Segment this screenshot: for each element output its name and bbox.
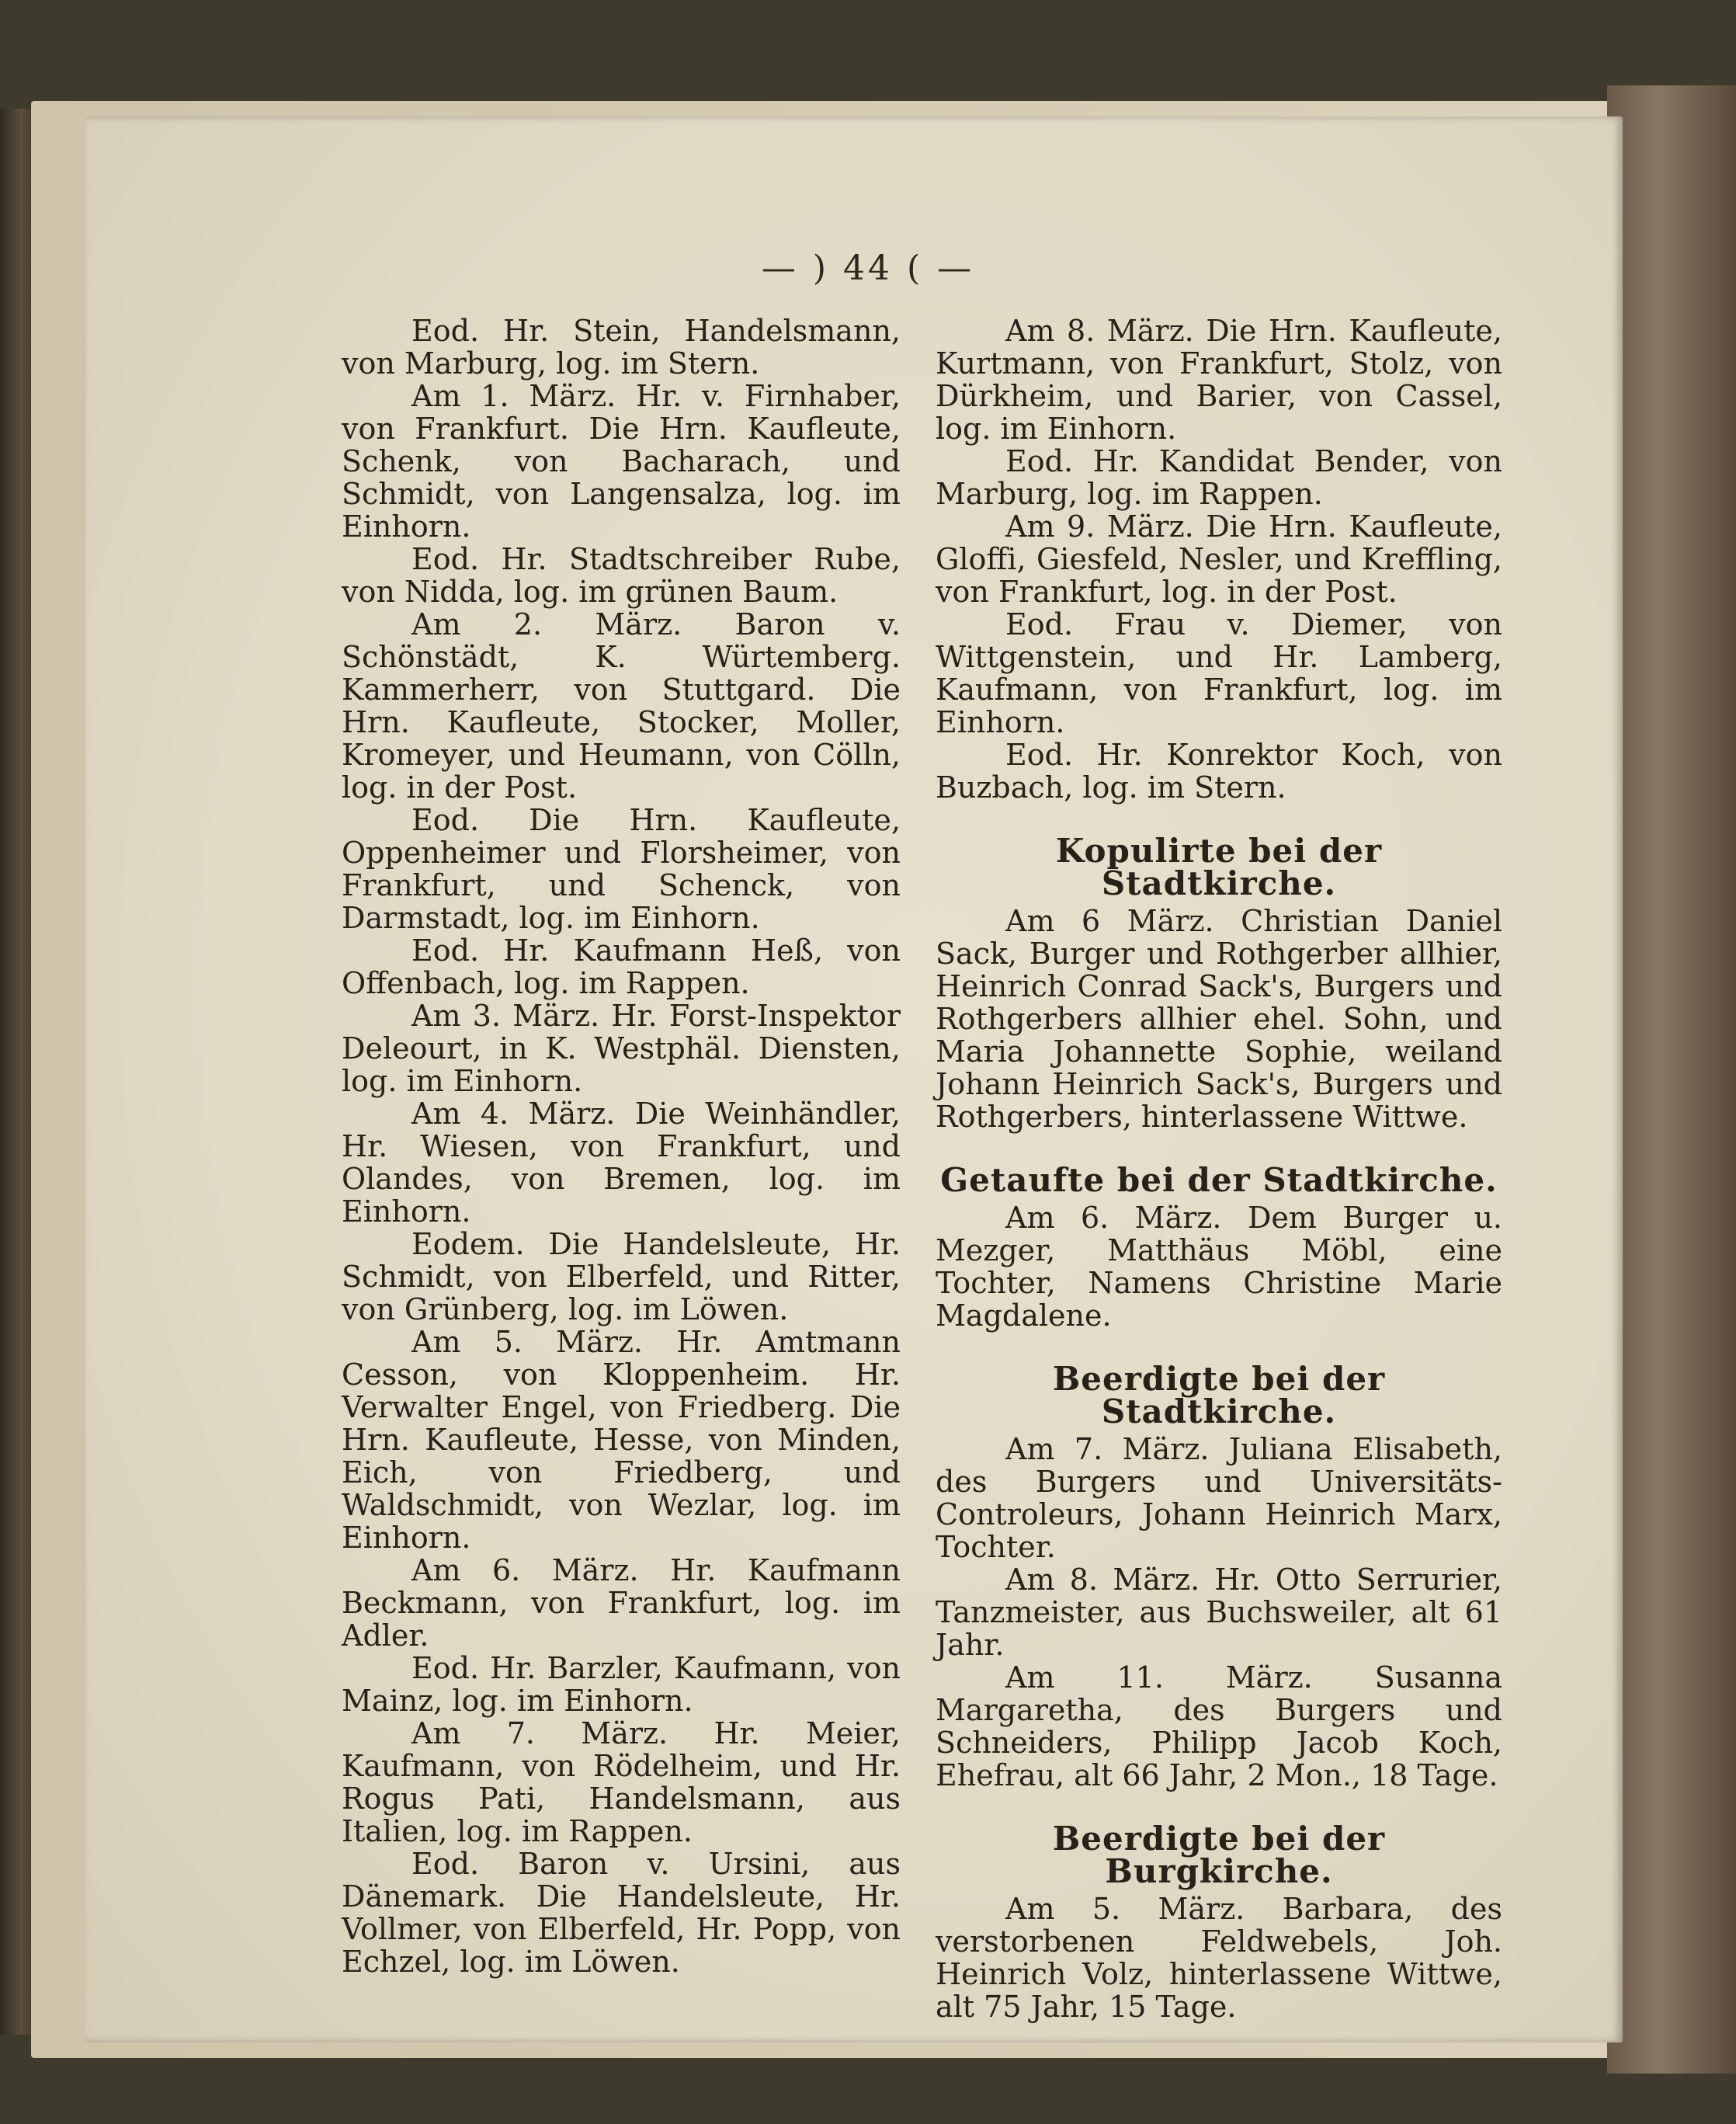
section-heading-buried-burgkirche: Beerdigte bei der Burgkirche. xyxy=(1052,1820,1386,1890)
section-heading-copulated: Kopulirte bei der Stadtkirche. xyxy=(1055,832,1383,902)
paragraph: Am 8. März. Die Hrn. Kaufleute, Kurtmann, von Frankfurt, Stolz, von Dürkheim, und Barier, von Cassel, log. im Einhorn. xyxy=(936,314,1502,446)
paragraph: Am 5. März. Barbara, des verstorbenen Feldwebels, Joh. Heinrich Volz, hinterlassene Wittwe, alt 75 Jahr, 15 Tage. xyxy=(936,1892,1502,2024)
left-column xyxy=(342,315,901,1978)
paragraph: Eod. Die Hrn. Kaufleute, Oppenheimer und Florsheimer, von Frankfurt, und Schenck, von Darmstadt, log. im Einhorn. xyxy=(342,803,901,935)
paragraph: Eod. Hr. Stein, Handelsmann, von Marburg, log. im Stern. xyxy=(342,314,901,381)
section-heading-baptized: Getaufte bei der Stadtkirche. xyxy=(940,1161,1498,1199)
paragraph: Eod. Hr. Konrektor Koch, von Buzbach, log. im Stern. xyxy=(936,738,1502,805)
book-cover-edge xyxy=(1607,85,1736,2074)
paragraph: Am 3. März. Hr. Forst-Inspektor Deleourt, in K. Westphäl. Diensten, log. im Einhorn. xyxy=(342,999,901,1098)
paragraph: Am 4. März. Die Weinhändler, Hr. Wiesen, von Frankfurt, und Olandes, von Bremen, log. im Einhorn. xyxy=(342,1097,901,1229)
paragraph: Am 11. März. Susanna Margaretha, des Burgers und Schneiders, Philipp Jacob Koch, Ehefrau, alt 66 Jahr, 2 Mon., 18 Tage. xyxy=(936,1660,1502,1792)
paragraph: Am 6. März. Hr. Kaufmann Beckmann, von Frankfurt, log. im Adler. xyxy=(342,1553,901,1653)
paragraph: Am 2. März. Baron v. Schönstädt, K. Würtemberg. Kammerherr, von Stuttgard. Die Hrn. Kaufleute, Stocker, Moller, Kromeyer, und Heumann, von Cölln, log. in der Post. xyxy=(342,607,901,805)
paragraph: Eod. Hr. Barzler, Kaufmann, von Mainz, log. im Einhorn. xyxy=(342,1651,901,1718)
page-number-header: — ) 44 ( — xyxy=(761,249,975,288)
paragraph: Eod. Hr. Kaufmann Heß, von Offenbach, log. im Rappen. xyxy=(342,933,901,1000)
paragraph: Eodem. Die Handelsleute, Hr. Schmidt, von Elberfeld, und Ritter, von Grünberg, log. im Löwen. xyxy=(342,1227,901,1326)
paragraph: Eod. Hr. Stadtschreiber Rube, von Nidda, log. im grünen Baum. xyxy=(342,542,901,609)
paragraph: Eod. Baron v. Ursini, aus Dänemark. Die Handelsleute, Hr. Vollmer, von Elberfeld, Hr. Popp, von Echzel, log. im Löwen. xyxy=(342,1847,901,1979)
paragraph: Am 8. März. Hr. Otto Serrurier, Tanzmeister, aus Buchsweiler, alt 61 Jahr. xyxy=(936,1563,1502,1662)
paragraph: Am 1. März. Hr. v. Firnhaber, von Frankfurt. Die Hrn. Kaufleute, Schenk, von Bacharach, und Schmidt, von Langensalza, log. im Einhorn. xyxy=(342,379,901,544)
paragraph: Am 7. März. Hr. Meier, Kaufmann, von Rödelheim, und Hr. Rogus Pati, Handelsmann, aus Italien, log. im Rappen. xyxy=(342,1716,901,1848)
paragraph: Am 5. März. Hr. Amtmann Cesson, von Kloppenheim. Hr. Verwalter Engel, von Friedberg. Die Hrn. Kaufleute, Hesse, von Minden, Eich, von Friedberg, und Waldschmidt, von Wezlar, log. im Einhorn. xyxy=(342,1325,901,1555)
paragraph: Am 6 März. Christian Daniel Sack, Burger und Rothgerber allhier, Heinrich Conrad Sack's, Burgers und Rothgerbers allhier ehel. Sohn, und Maria Johannette Sophie, weiland Johann Heinrich Sack's, Burgers und Rothgerbers, hinterlassene Wittwe. xyxy=(936,904,1502,1134)
section-heading-buried-stadtkirche: Beerdigte bei der Stadtkirche. xyxy=(1052,1360,1386,1430)
right-column xyxy=(936,315,1502,2023)
paragraph: Am 6. März. Dem Burger u. Mezger, Matthäus Möbl, eine Tochter, Namens Christine Marie Magdalene. xyxy=(936,1201,1502,1333)
paragraph: Eod. Frau v. Diemer, von Wittgenstein, und Hr. Lamberg, Kaufmann, von Frankfurt, log. im Einhorn. xyxy=(936,607,1502,739)
paragraph: Am 7. März. Juliana Elisabeth, des Burgers und Universitäts-Controleurs, Johann Heinrich Marx, Tochter. xyxy=(936,1432,1502,1564)
paragraph: Am 9. März. Die Hrn. Kaufleute, Gloffi, Giesfeld, Nesler, und Kreffling, von Frankfurt, log. in der Post. xyxy=(936,509,1502,609)
paragraph: Eod. Hr. Kandidat Bender, von Marburg, log. im Rappen. xyxy=(936,444,1502,511)
